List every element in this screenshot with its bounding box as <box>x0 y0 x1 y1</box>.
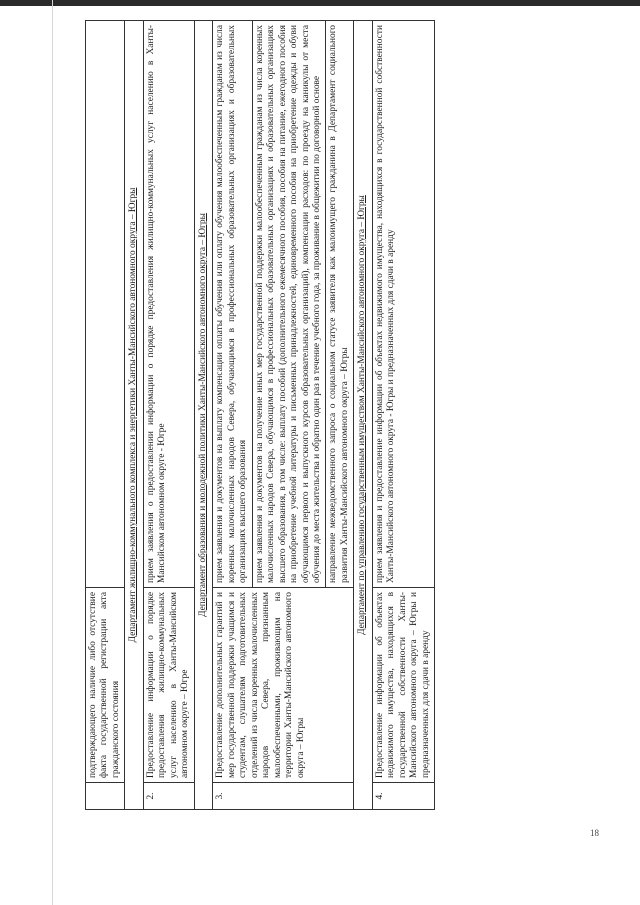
department-heading: Департамент образования и молодежной политики Ханты-Мансийского автономного округа – Югры <box>194 21 212 810</box>
table-row <box>372 21 434 810</box>
table-row <box>213 21 252 810</box>
department-row <box>354 21 372 810</box>
service-name: Предоставление информации о порядке предоставления жилищно-коммунальных услуг населению в Ханты-Мансийском автономном округе – Югре <box>143 588 194 783</box>
service-name: подтверждающего наличие либо отсутствие факта государственной регистрации акта гражданского состояния <box>86 588 125 783</box>
services-table <box>85 20 435 810</box>
row-number: 2. <box>143 783 194 810</box>
service-content: прием заявления и документов на выплату компенсации оплаты обучения или оплату обучения малообеспеченным гражданам из числа коренных малочисленных народов Севера, обучающимся в профессиональных образовательных организациях и образовательных организациях высшего образования <box>213 21 252 588</box>
service-name: Предоставление дополнительных гарантий и мер государственной поддержки учащимся и студентам, слушателям подготовительных отделений из числа коренных малочисленных народов Севера, признанным малообеспеченными, проживающим на территории Ханты-Мансийского автономного округа – Югры <box>213 588 354 783</box>
department-row <box>125 21 143 810</box>
page-number: 18 <box>590 828 599 838</box>
rotated-table-sheet <box>85 20 595 810</box>
service-content: прием заявления и предоставление информации об объектах недвижимого имущества, находящихся в государственной собственности Ханты-Мансийского автономного округа - Югры и предназначенных для сдачи в аренду <box>372 21 434 588</box>
scan-margin-line <box>52 0 53 905</box>
row-number: 3. <box>213 783 354 810</box>
department-heading: Департамент по управлению государственным имуществом Ханты-Мансийского автономного округа – Югры <box>354 21 372 810</box>
department-row <box>194 21 212 810</box>
top-border <box>0 0 640 6</box>
service-content: прием заявления о предоставлении информации о порядке предоставления жилищно-коммунальных услуг населению в Ханты-Мансийском автономном округе - Югре <box>143 21 194 588</box>
service-content <box>86 21 125 588</box>
row-number <box>86 783 125 810</box>
service-content: прием заявления и документов на получение иных мер государственной поддержки малообеспеченным гражданам из числа коренных малочисленных народов Севера, обучающимся в профессиональных образовательных организациях и образовательных организациях высшего образования, в том числе: выплату пособий (дополнительного ежемесячного пособия, пособия на питание, ежегодного пособия на приобретение учебной литературы и письменных принадлежностей, единовременного пособия на приобретение одежды и обуви обучающимся первого и выпускного курсов образовательных организаций), компенсации расходов: по проезду на каникулы от места обучения до места жительства и обратно один раз в течение учебного года, за проживание в общежитии по договорной основе <box>252 21 326 588</box>
row-number: 4. <box>372 783 434 810</box>
department-heading: Департамент жилищно-коммунального комплекса и энергетики Ханты-Мансийского автономного округа – Югры <box>125 21 143 810</box>
table-row <box>86 21 125 810</box>
service-name: Предоставление информации об объектах недвижимого имущества, находящихся в государственной собственности Ханты-Мансийского автономного округа – Югры и предназначенных для сдачи в аренду <box>372 588 434 783</box>
table-row <box>143 21 194 810</box>
service-content: направление межведомственного запроса о социальном статусе заявителя как малоимущего гражданина в Департамент социального развития Ханты-Мансийского автономного округа – Югры <box>326 21 354 588</box>
